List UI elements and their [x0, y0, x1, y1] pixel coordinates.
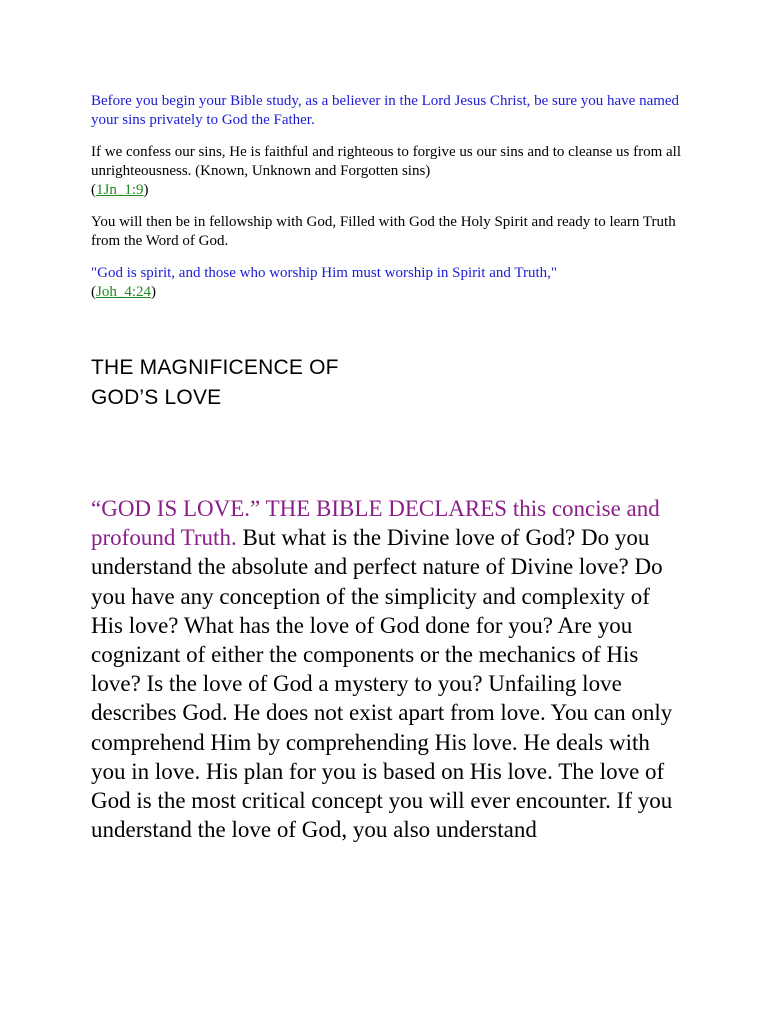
- body-lead-text: “GOD IS LOVE.” THE BIBLE DECLARES this concise and profound Truth.: [91, 496, 660, 551]
- document-page: [91, 92, 691, 844]
- intro-text: Before you begin your Bible study, as a believer in the Lord Jesus Christ, be sure you have named your sins privately to God the Father.: [91, 93, 680, 128]
- spirit-verse-paragraph: [91, 264, 691, 302]
- confession-text: If we confess our sins, He is faithful and righteous to forgive us our sins and to cleanse us from all unrighteousness. (Known, Unknown and Forgotten sins): [91, 144, 682, 179]
- confession-ref-open: (: [91, 182, 96, 198]
- body-paragraph: [91, 494, 681, 844]
- section-heading-line-1: THE MAGNIFICENCE OF: [91, 356, 339, 379]
- spirit-verse-text: "God is spirit, and those who worship Him must worship in Spirit and Truth,": [91, 265, 558, 281]
- spirit-ref-close: ): [151, 284, 157, 300]
- section-heading-line-2: GOD’S LOVE: [91, 386, 222, 409]
- section-heading: [91, 353, 691, 413]
- verse-link-1jn-1-9[interactable]: 1Jn_1:9: [96, 182, 144, 198]
- confession-ref-close: ): [143, 182, 149, 198]
- fellowship-text: You will then be in fellowship with God, Filled with God the Holy Spirit and ready to learn Truth from the Word of God.: [91, 214, 676, 249]
- spirit-ref-open: (: [91, 284, 96, 300]
- verse-link-joh-4-24[interactable]: Joh_4:24: [96, 284, 152, 300]
- confession-paragraph: [91, 143, 691, 200]
- body-text: But what is the Divine love of God? Do you understand the absolute and perfect nature of Divine love? Do you have any conception of the simplicity and complexity of His love? What has the love of God done for you? Are you cognizant of either the components or the mechanics of His love? Is the love of God a mystery to you? Unfailing love describes God. He does not exist apart from love. You can only comprehend Him by comprehending His love. He deals with you in love. His plan for you is based on His love. The love of God is the most critical concept you will ever encounter. If you understand the love of God, you also understand: [91, 525, 673, 843]
- intro-paragraph: [91, 92, 691, 130]
- fellowship-paragraph: [91, 213, 691, 251]
